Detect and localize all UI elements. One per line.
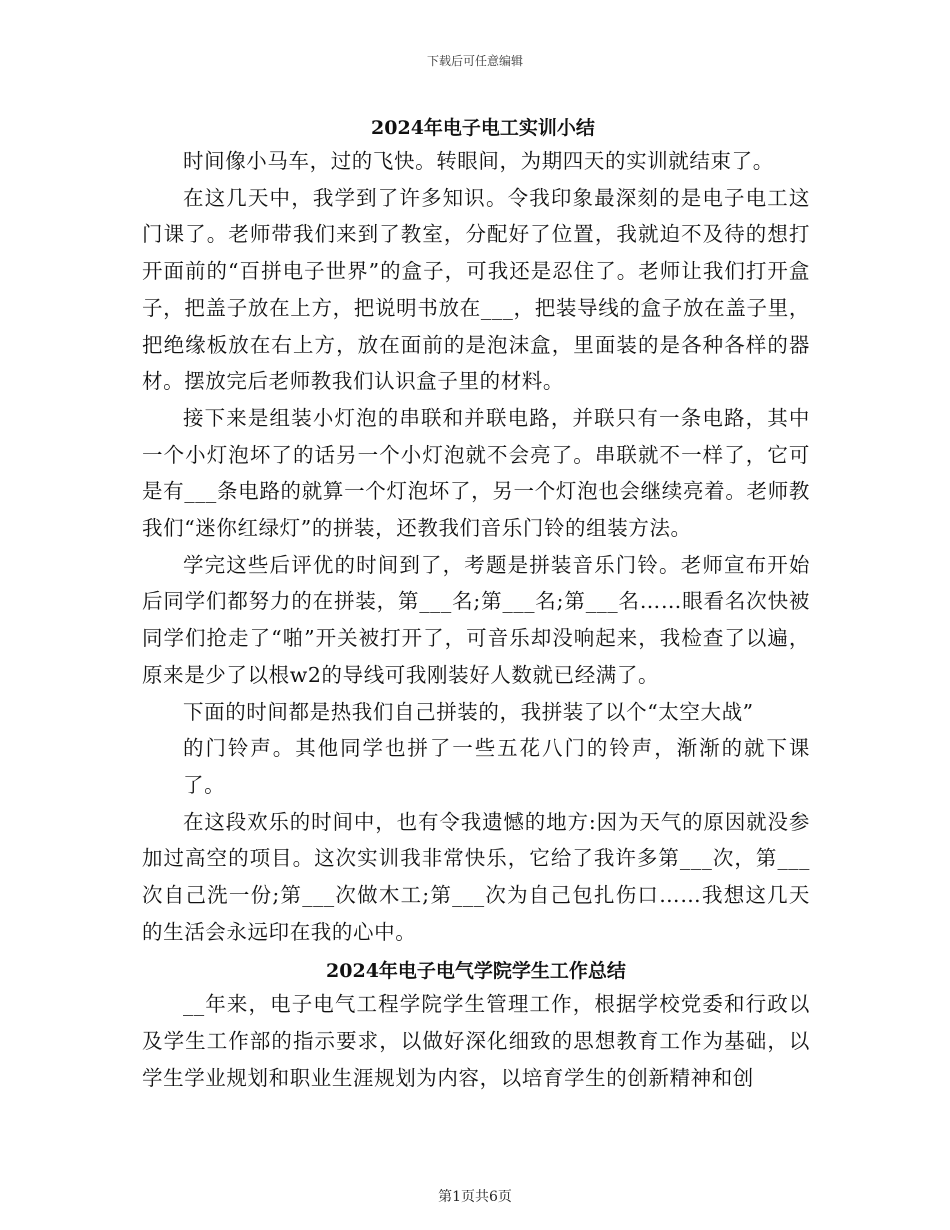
paragraph: 的门铃声。其他同学也拼了一些五花八门的铃声，渐渐的就下课了。 — [183, 736, 810, 797]
page-header: 下载后可任意编辑 — [426, 54, 523, 68]
paragraph: __年来，电子电气工程学院学生管理工作，根据学校党委和行政以及学生工作部的指示要求，以做好深化细致的思想教育工作为基础，以学生学业规划和职业生涯规划为内容，以培育学生的创新精神和创 — [142, 992, 810, 1090]
paragraph: 在这段欢乐的时间中，也有令我遗憾的地方:因为天气的原因就没参加过高空的项目。这次实训我非常快乐，它给了我许多第___次，第___次自己洗一份;第___次做木工;第___次为自己包扎伤口……我想这几天的生活会永远印在我的心中。 — [142, 809, 810, 944]
page-content — [142, 113, 810, 1097]
page-footer: 第1页共6页 — [438, 1189, 512, 1205]
section-title: 2024年电子电气学院学生工作总结 — [326, 960, 626, 983]
section-title: 2024年电子电工实训小结 — [371, 117, 595, 139]
paragraph: 在这几天中，我学到了许多知识。令我印象最深刻的是电子电工这门课了。老师带我们来到了教室，分配好了位置，我就迫不及待的想打开面前的“百拼电子世界”的盒子，可我还是忍住了。老师让我们打开盒子，把盖子放在上方，把说明书放在___，把装导线的盒子放在盖子里，把绝缘板放在右上方，放在面前的是泡沫盒，里面装的是各种各样的器材。摆放完后老师教我们认识盒子里的材料。 — [142, 185, 810, 394]
paragraph: 接下来是组装小灯泡的串联和并联电路，并联只有一条电路，其中一个小灯泡坏了的话另一个小灯泡就不会亮了。串联就不一样了，它可是有___条电路的就算一个灯泡坏了，另一个灯泡也会继续亮着。老师教我们“迷你红绿灯”的拼装，还教我们音乐门铃的组装方法。 — [142, 405, 810, 541]
paragraph: 学完这些后评优的时间到了，考题是拼装音乐门铃。老师宣布开始后同学们都努力的在拼装，第___名;第___名;第___名……眼看名次快被同学们抢走了“啪”开关被打开了，可音乐却没响起来，我检查了以遍，原来是少了以根w2的导线可我刚装好人数就已经满了。 — [142, 552, 810, 687]
paragraph: 时间像小马车，过的飞快。转眼间，为期四天的实训就结束了。 — [183, 149, 774, 173]
paragraph: 下面的时间都是热我们自己拼装的，我拼装了以个“太空大战” — [183, 699, 754, 724]
